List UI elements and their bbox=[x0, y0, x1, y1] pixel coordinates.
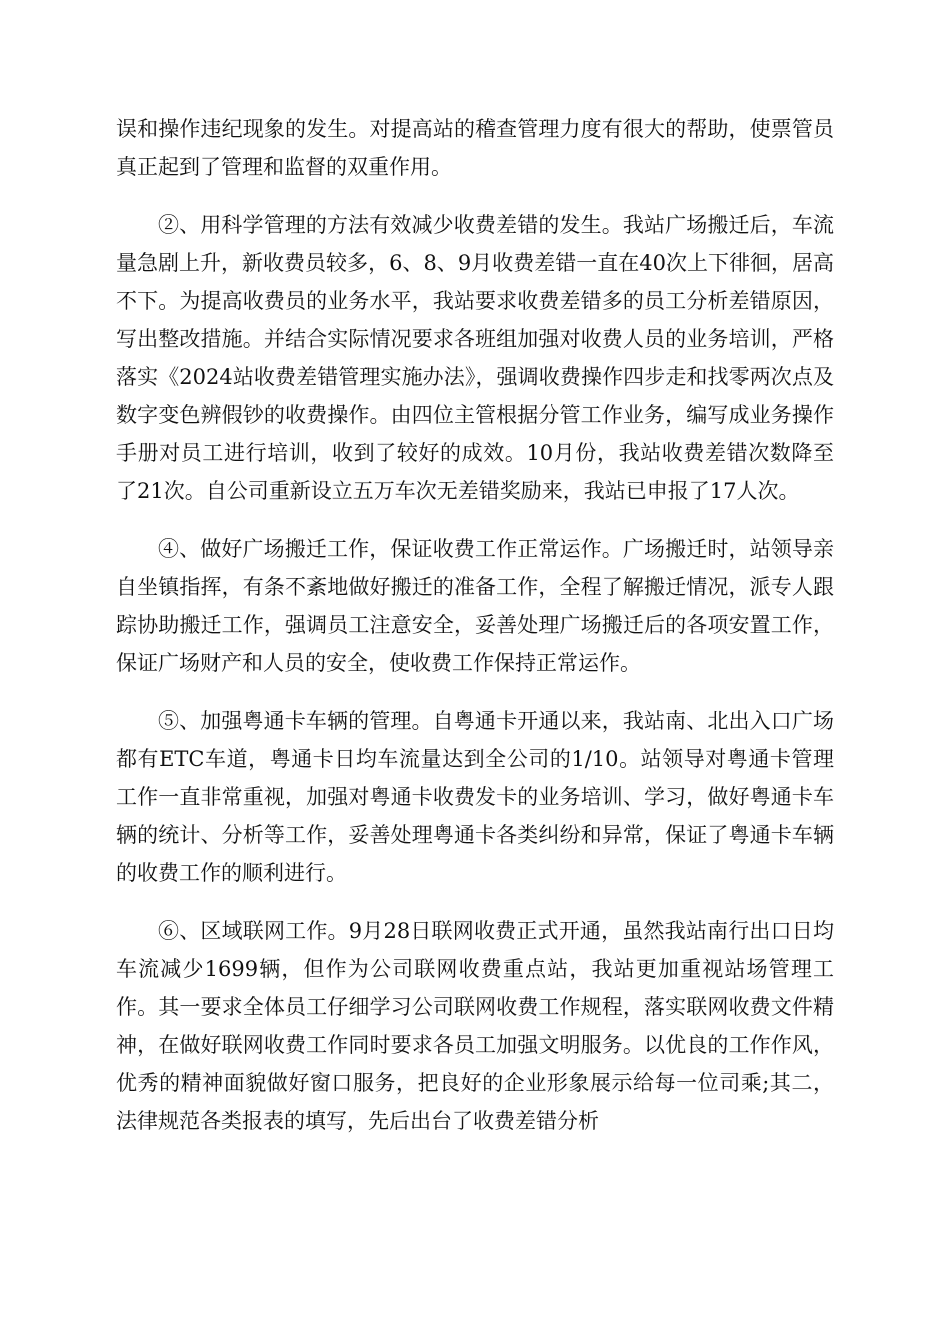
document-body bbox=[116, 110, 834, 1160]
paragraph-regional-networking: ⑥、区域联网工作。9月28日联网收费正式开通，虽然我站南行出口日均车流减少1699辆，但作为公司联网收费重点站，我站更加重视站场管理工作。其一要求全体员工仔细学习公司联网收费工作规程，落实联网收费文件精神，在做好联网收费工作同时要求各员工加强文明服务。以优良的工作作风，优秀的精神面貌做好窗口服务，把良好的企业形象展示给每一位司乘;其二，法律规范各类报表的填写，先后出台了收费差错分析 bbox=[116, 919, 834, 1133]
paragraph-continuation: 误和操作违纪现象的发生。对提高站的稽查管理力度有很大的帮助，使票管员真正起到了管理和监督的双重作用。 bbox=[116, 117, 834, 179]
paragraph-fee-error-reduction: ②、用科学管理的方法有效减少收费差错的发生。我站广场搬迁后，车流量急剧上升，新收费员较多，6、8、9月收费差错一直在40次上下徘徊，居高不下。为提高收费员的业务水平，我站要求收费差错多的员工分析差错原因，写出整改措施。并结合实际情况要求各班组加强对收费人员的业务培训，严格落实《2024站收费差错管理实施办法》，强调收费操作四步走和找零两次点及数字变色辨假钞的收费操作。由四位主管根据分管工作业务，编写成业务操作手册对员工进行培训，收到了较好的成效。10月份，我站收费差错次数降至了21次。自公司重新设立五万车次无差错奖励来，我站已申报了17人次。 bbox=[116, 213, 834, 503]
paragraph-yuetong-card: ⑤、加强粤通卡车辆的管理。自粤通卡开通以来，我站南、北出入口广场都有ETC车道，粤通卡日均车流量达到全公司的1/10。站领导对粤通卡管理工作一直非常重视，加强对粤通卡收费发卡的业务培训、学习，做好粤通卡车辆的统计、分析等工作，妥善处理粤通卡各类纠纷和异常，保证了粤通卡车辆的收费工作的顺利进行。 bbox=[116, 709, 834, 885]
paragraph-plaza-relocation: ④、做好广场搬迁工作，保证收费工作正常运作。广场搬迁时，站领导亲自坐镇指挥，有条不紊地做好搬迁的准备工作，全程了解搬迁情况，派专人跟踪协助搬迁工作，强调员工注意安全，妥善处理广场搬迁后的各项安置工作，保证广场财产和人员的安全，使收费工作保持正常运作。 bbox=[116, 537, 834, 675]
